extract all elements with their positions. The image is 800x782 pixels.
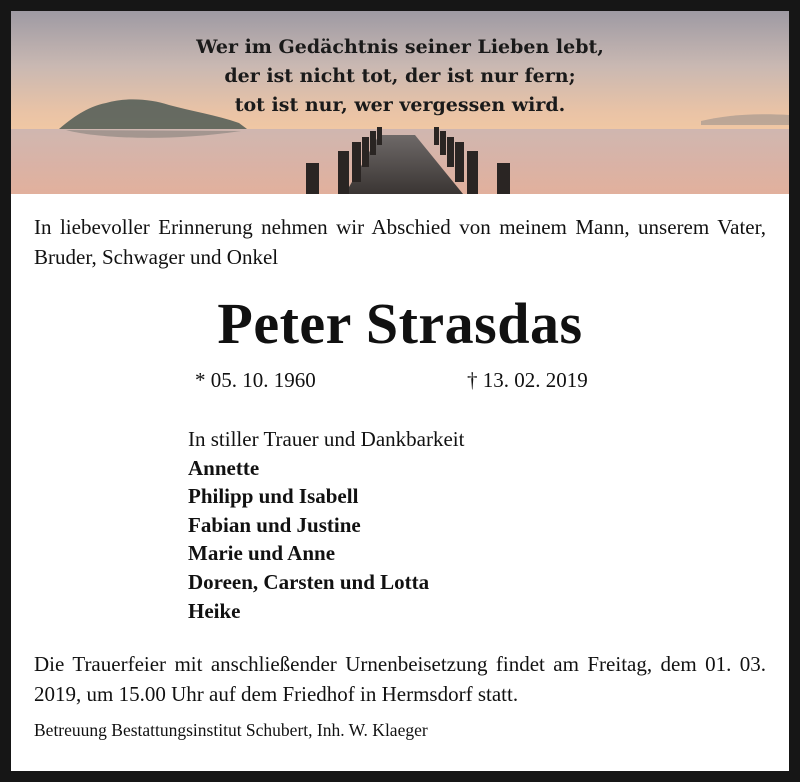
death-date: † 13. 02. 2019 [467,368,588,392]
mourners-heading: In stiller Trauer und Dankbarkeit [188,427,465,451]
pier-post [497,163,510,194]
pier-post [434,127,439,145]
funeral-info: Die Trauerfeier mit anschließender Urnenbeisetzung findet am Freitag, dem 01. 03. 2019, um 15.00 Uhr auf dem Friedhof in Hermsdorf statt. [34,652,766,706]
pier-post [370,131,376,155]
mourner-name: Heike [188,598,241,623]
birth-date: * 05. 10. 1960 [195,368,316,392]
mourner-name: Philipp und Isabell [188,484,359,509]
pier-post [377,127,382,145]
deceased-name: Peter Strasdas [217,291,583,356]
funeral-home-credit: Betreuung Bestattungsinstitut Schubert, Inh. W. Klaeger [34,720,428,740]
pier-post [447,137,454,167]
pier-post [362,137,369,167]
pier-post [455,142,464,182]
quote-line: Wer im Gedächtnis seiner Lieben lebt, [196,36,604,58]
mourner-name: Fabian und Justine [188,512,361,537]
mourner-name: Annette [188,455,260,480]
lake-pier-image [11,11,789,194]
quote-line: tot ist nur, wer vergessen wird. [234,94,566,116]
memorial-quote [11,33,789,120]
pier-post [306,163,319,194]
pier-post [352,142,361,182]
intro-text: In liebevoller Erinnerung nehmen wir Abschied von meinem Mann, unserem Vater, Bruder, Schwager und Onkel [34,215,766,269]
mourner-name: Marie und Anne [188,541,336,566]
pier-post [440,131,446,155]
pier-post [467,151,478,194]
quote-line: der ist nicht tot, der ist nur fern; [224,65,576,87]
mourners-list [188,425,464,625]
mourner-name: Doreen, Carsten und Lotta [188,569,430,594]
pier-post [338,151,349,194]
